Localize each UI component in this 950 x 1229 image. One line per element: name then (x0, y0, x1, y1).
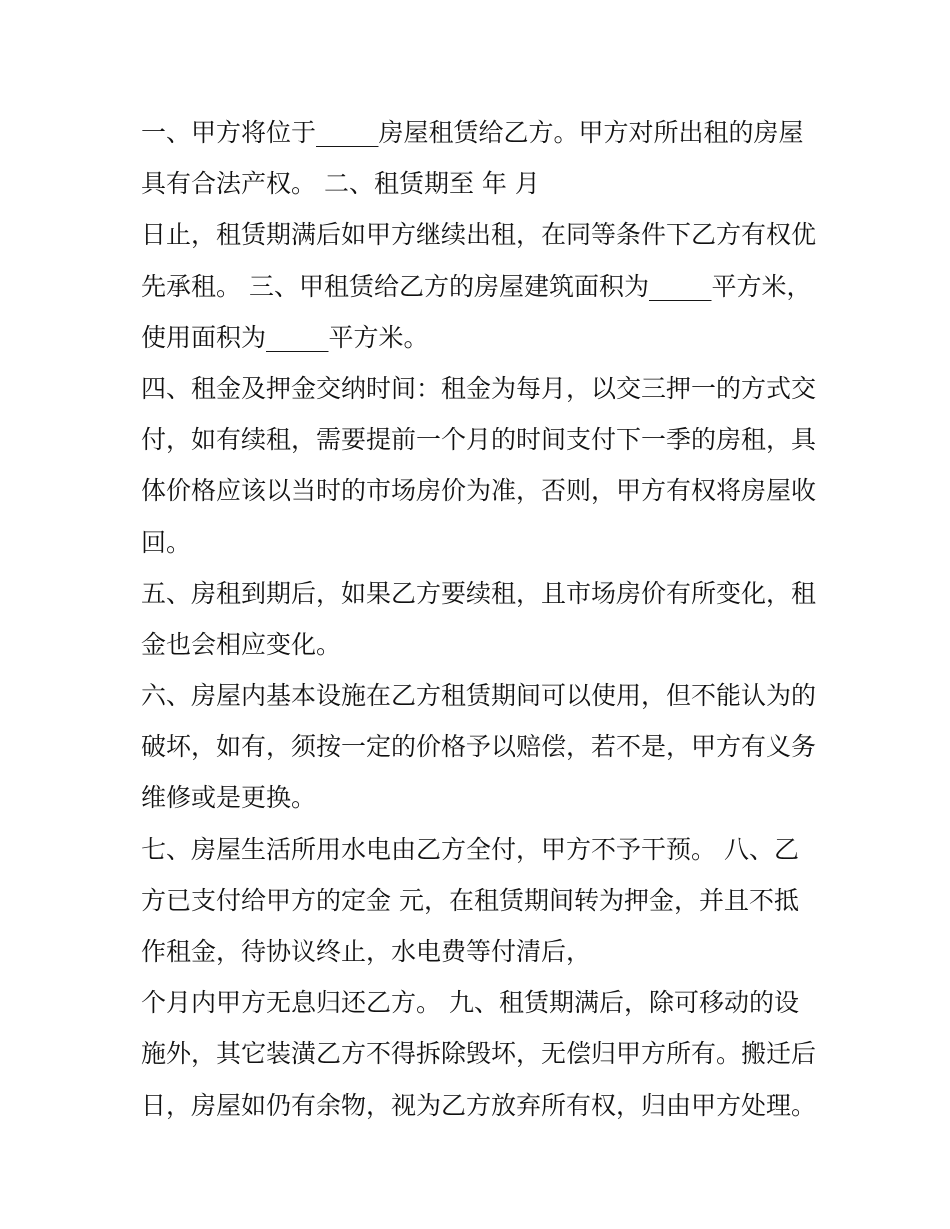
text-line: 七、房屋生活所用水电由乙方全付，甲方不予干预。 八、乙 (141, 834, 799, 864)
text-line: 一、甲方将位于_____房屋租赁给乙方。甲方对所出租的房屋 (141, 118, 804, 147)
text-line: 体价格应该以当时的市场房价为准，否则，甲方有权将房屋收 (141, 476, 817, 506)
text-line: 金也会相应变化。 (141, 629, 342, 659)
text-line: 破坏，如有，须按一定的价格予以赔偿，若不是，甲方有义务 (141, 732, 817, 762)
text-line: 四、租金及押金交纳时间：租金为每月，以交三押一的方式交 (141, 373, 817, 403)
text-line: 使用面积为_____平方米。 (141, 322, 429, 352)
text-line: 日止，租赁期满后如甲方继续出租，在同等条件下乙方有权优 (141, 220, 817, 250)
text-line: 具有合法产权。 二、租赁期至 年 月 (141, 169, 540, 199)
text-line: 付，如有续租，需要提前一个月的时间支付下一季的房租，具 (141, 425, 817, 455)
text-line: 施外，其它装潢乙方不得拆除毁坏，无偿归甲方所有。搬迁后 (141, 1039, 817, 1069)
text-line: 回。 (141, 527, 192, 557)
text-line: 方已支付给甲方的定金 元，在租赁期间转为押金，并且不抵 (141, 885, 799, 915)
text-line: 日，房屋如仍有余物，视为乙方放弃所有权，归由甲方处理。 (141, 1090, 817, 1120)
text-line: 作租金，待协议终止，水电费等付清后， (141, 937, 592, 966)
text-line: 先承租。 三、甲租赁给乙方的房屋建筑面积为_____平方米， (141, 271, 812, 301)
text-line: 个月内甲方无息归还乙方。 九、租赁期满后，除可移动的设 (141, 988, 799, 1018)
text-line: 六、房屋内基本设施在乙方租赁期间可以使用，但不能认为的 (141, 681, 817, 711)
text-line: 维修或是更换。 (141, 783, 317, 813)
text-line: 五、房租到期后，如果乙方要续租，且市场房价有所变化，租 (141, 578, 817, 608)
contract-body-text (141, 107, 821, 1131)
